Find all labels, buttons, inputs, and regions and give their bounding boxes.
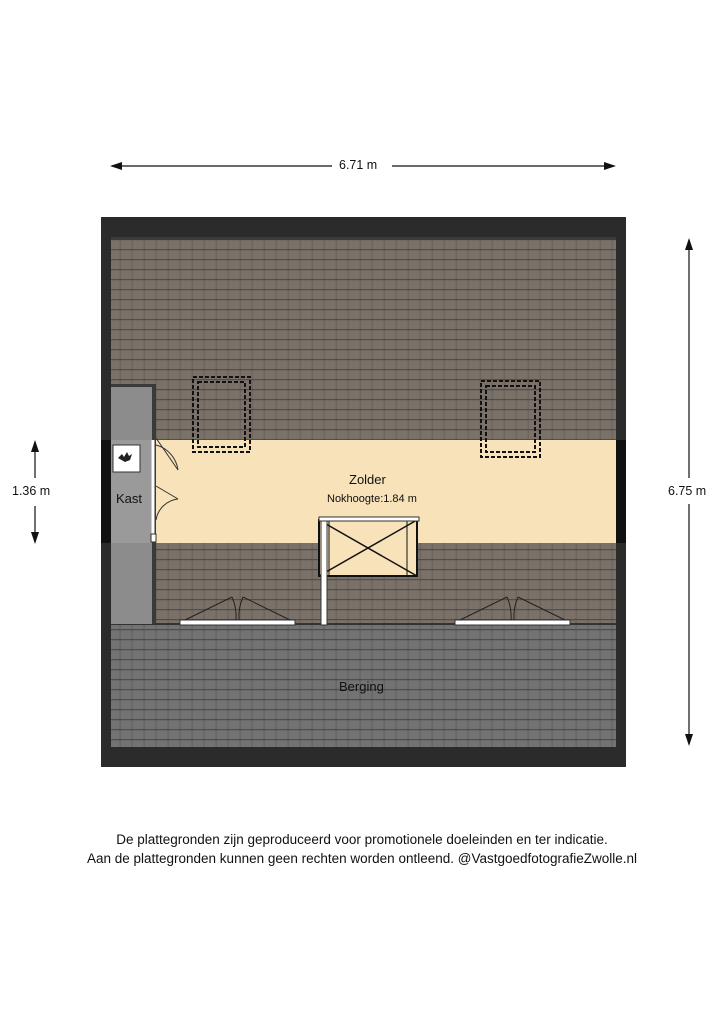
- ridge-height-label: Nokhoogte:1.84 m: [327, 493, 417, 505]
- height-label: 6.75 m: [668, 484, 707, 498]
- disclaimer-line-1: De plattegronden zijn geproduceerd voor promotionele doeleinden en ter indicatie.: [116, 832, 608, 847]
- depth-label: 1.36 m: [12, 484, 51, 498]
- zolder-label: Zolder: [349, 472, 386, 487]
- disclaimer-line-2: Aan de plattegronden kunnen geen rechten worden ontleend. @VastgoedfotografieZwolle.nl: [86, 851, 638, 866]
- boiler-icon: [113, 445, 140, 472]
- berging-label: Berging: [339, 679, 384, 694]
- disclaimer: [0, 830, 724, 868]
- kast-label: Kast: [116, 491, 143, 506]
- width-label: 6.71 m: [339, 158, 378, 172]
